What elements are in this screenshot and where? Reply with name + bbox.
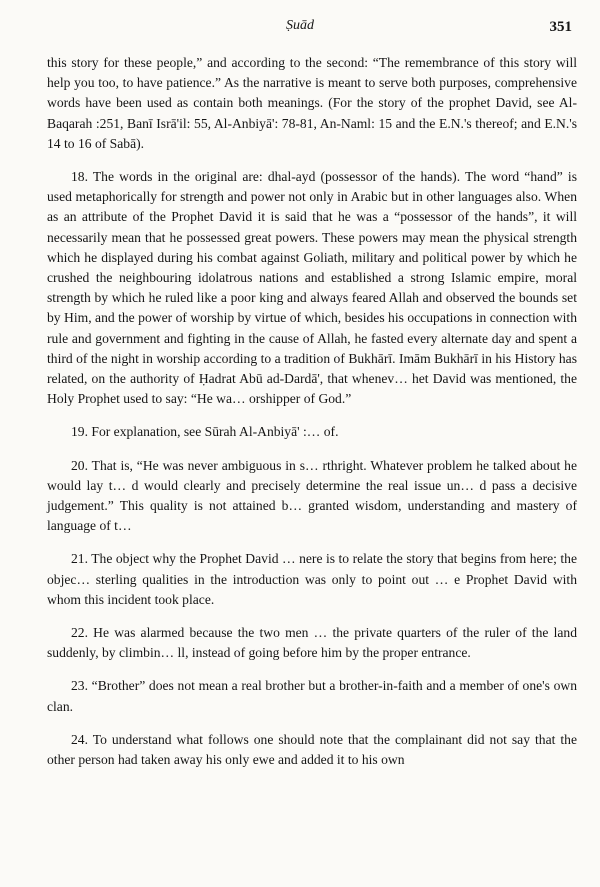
running-title: Ṣuād: [286, 18, 314, 33]
page-header: [0, 18, 600, 40]
page-number: 351: [549, 19, 572, 35]
note-19: 19. For explanation, see Sūrah Al-Anbiyā' :… of.: [71, 424, 339, 440]
note-24: 24. To understand what follows one should note that the complainant did not say that the other person had taken away his only ewe and added it to his own: [47, 731, 577, 768]
note-18: 18. The words in the original are: dhal-ayd (possessor of the hands). The word “hand” is used metaphorically for strength and power not only in Arabic but in other languages also. When as an attribute of the Prophet David it is said that he was a “possessor of the hands”, it will necessarily mean that he possessed great powers. These powers may mean the physical strength which he displayed during his combat against Goliath, military and political power by which he crushed the neighbouring idolatrous nations and established a strong Islamic empire, moral strength by which he ruled like a poor king and always feared Allah and observed the bounds set by Him, and the power of worship by virtue of which, besides his occupations in connection with rule and government and fighting in the cause of Allah, he fasted every alternate day and spent a third of the night in worship according to a tradition of Bukhārī. Imām Bukhārī in his History has related, on the authority of Ḥadrat Abū ad-Dardā', that whenev… het David was mentioned, the Holy Prophet used to say: “He wa… orshipper of God.”: [47, 169, 577, 407]
note-23: 23. “Brother” does not mean a real brother but a brother-in-faith and a member of one's own clan.: [47, 678, 577, 714]
note-22: 22. He was alarmed because the two men … the private quarters of the ruler of the land suddenly, by climbin… ll, instead of going before him by the proper entrance.: [47, 625, 577, 661]
paragraph-continued: this story for these people,” and according to the second: “The remembrance of this story will help you too, to have patience.” As the narrative is meant to serve both purposes, comprehensive words have been used as contain both meanings. (For the story of the prophet David, see Al-Baqarah :251, Banī Isrā'il: 55, Al-Anbiyā': 78-81, An-Naml: 15 and the E.N.'s thereof; and E.N.'s 14 to 16 of Sabā).: [47, 55, 577, 151]
note-20: 20. That is, “He was never ambiguous in s… rthright. Whatever problem he talked about he would lay t… d would clearly and precisely determine the real issue un… d pass a decisive judgement.” This quality is not attained b… granted wisdom, understanding and mastery of language of t…: [47, 457, 577, 534]
note-21: 21. The object why the Prophet David … nere is to relate the story that begins from here; the objec… sterling qualities in the introduction was only to point out … e Prophet David with whom this incident took place.: [47, 551, 577, 607]
body-text: [47, 53, 577, 783]
